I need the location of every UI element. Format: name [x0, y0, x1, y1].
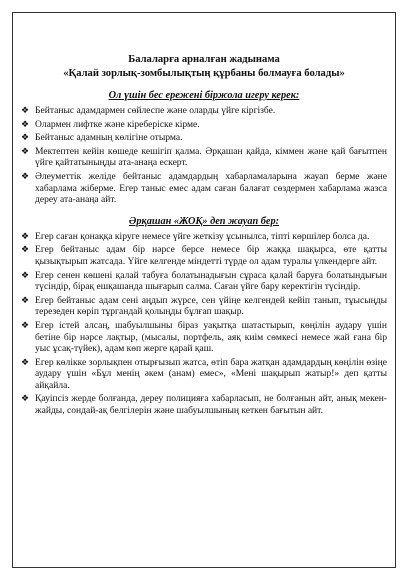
rule-item: [21, 119, 387, 131]
diamond-bullet-icon: ❖: [21, 118, 30, 129]
rule-text: Бейтаныс адамдармен сөйлеспе және оларды үйге кіргізбе.: [35, 105, 276, 116]
section-2-heading: Әрқашан «ЖОҚ» деп жауап бер:: [128, 215, 280, 227]
rule-item: [21, 171, 387, 206]
diamond-bullet-icon: ❖: [21, 393, 30, 404]
rule-text: Қауіпсіз жерде болғанда, дереу полицияға хабарласып, не болғанын айт, анық мекен-жайды, сондай-ақ белгілерін және шабуылшының кеткен бағытын айт.: [35, 393, 387, 417]
diamond-bullet-icon: ❖: [21, 269, 30, 280]
rule-text: Мектептен кейін көшеде кешігіп қалма. Әрқашан қайда, кіммен және қай бағытпен үйге қайтатыныңды ата-анаңа ескерт.: [35, 145, 387, 169]
rule-item: [21, 320, 387, 355]
diamond-bullet-icon: ❖: [21, 356, 30, 367]
section-1-list: [21, 105, 387, 206]
rule-item: [21, 244, 387, 267]
diamond-bullet-icon: ❖: [21, 244, 30, 255]
rule-text: Егер көлікке зорлықпен отырғызып жатса, өтіп бара жатқан адамдардың көңілін өзіңе аудару үшін «Бұл менің әкем (анам) емес», «Мені шақырып жатыр!» деп қатты айқайла.: [35, 356, 387, 391]
title-line-2: «Қалай зорлық-зомбылықтың құрбаны болмауға болады»: [63, 67, 345, 79]
diamond-bullet-icon: ❖: [21, 294, 30, 305]
section-1-heading: Ол үшін бес ережені біржола игеру керек:: [108, 90, 300, 101]
rule-text: Егер сенен көшені қалай табуға болатынадығын сұраса қалай баруға болатындығын түсіндір, бірақ ешқашанда шығарып салма. Саған үйге бару керектігін түсіндір.: [35, 269, 387, 293]
memo-content: [21, 53, 387, 419]
rule-item: [21, 295, 387, 318]
rule-item: [21, 270, 387, 293]
rule-text: Бейтаныс адамның көлігіне отырма.: [35, 132, 183, 144]
rule-text: Олармен лифтке және кіреберіске кірме.: [35, 118, 200, 130]
diamond-bullet-icon: ❖: [21, 132, 30, 143]
diamond-bullet-icon: ❖: [21, 319, 30, 330]
rule-text: Егер бейтаныс адам бір нәрсе берсе немесе бір жаққа шақырса, өте қатты қызықтырып жатсада. Үйге келгенде міндетті түрде ол адам туралы үлкендерге айт.: [35, 244, 387, 267]
rule-item: [21, 146, 387, 169]
rule-text: Егер істей алсаң, шабуылшыны біраз уақытқа шатастырып, көңілін аудару үшін бетіне бір нәрсе лақтыр, (мысалы, портфель, аяқ киім сөмкесі немесе жай ғана бір уыс ұсақ-түйек), адам көп жерге қарай қаш.: [35, 319, 387, 355]
rule-text: Әлеуметтік желіде бейтаныс адамдардың хабарламаларына жауап берме және хабарлама жіберме. Егер таныс емес адам саған балағат сөздермен хабарлама жазса дереу ата-анаңа айт.: [35, 170, 387, 206]
rule-item: [21, 105, 387, 117]
title-line-1: Балаларға арналған жадынама: [128, 54, 280, 65]
memo-title: [21, 53, 387, 80]
diamond-bullet-icon: ❖: [21, 145, 30, 156]
diamond-bullet-icon: ❖: [21, 170, 30, 181]
rule-item: [21, 357, 387, 392]
rule-item: [21, 231, 387, 243]
rule-item: [21, 132, 387, 144]
section-2-list: [21, 231, 387, 417]
memo-page: [12, 12, 396, 568]
rule-text: Егер бейтаныс адам сені аңдып жүрсе, сен үйіңе келгендей кейіп танып, тұысыңды терезеден көріп тұргандай қолыңды бұлғап шақыр.: [35, 294, 387, 318]
rule-item: [21, 393, 387, 416]
diamond-bullet-icon: ❖: [21, 105, 30, 115]
diamond-bullet-icon: ❖: [21, 230, 30, 241]
rule-text: Егер саған қонаққа кіруге немесе үйге жеткізу ұсынылса, тіпті көршілер болса да.: [35, 230, 370, 242]
